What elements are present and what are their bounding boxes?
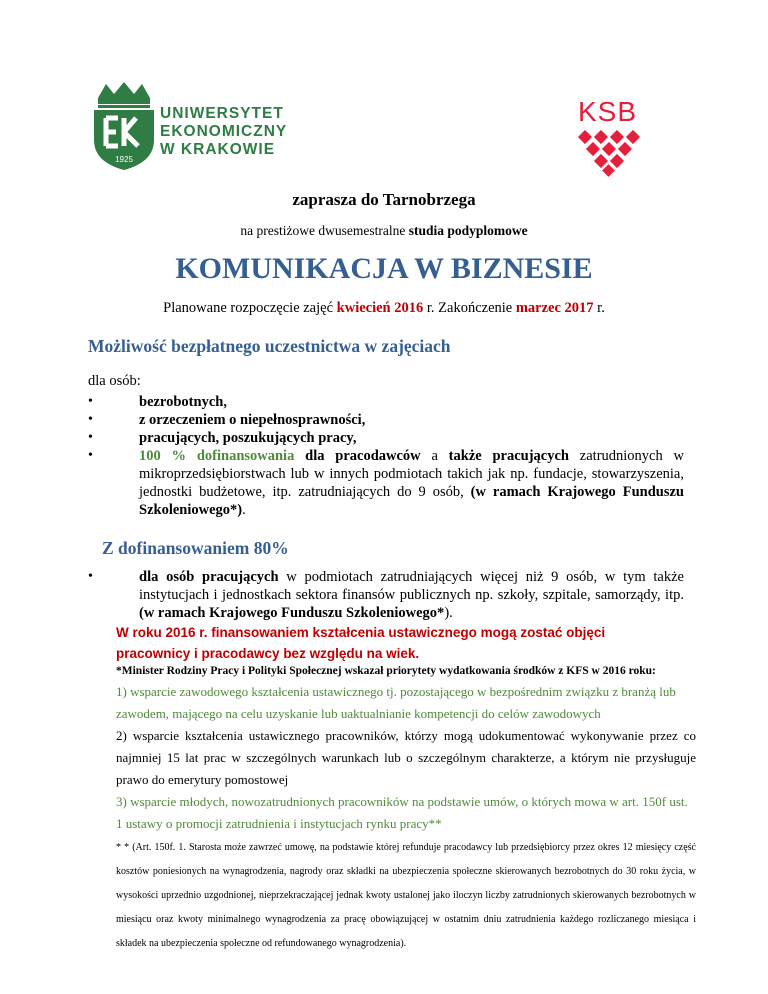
kfs-priority-2: 2) wsparcie kształcenia ustawicznego pracowników, którzy mogą udokumentować wykonywanie przez co najmniej 15 lat prac w szczególnych warunkach lub o szczególnym charakterze, a którym nie przysługuje prawo do emerytury pomostowej [116,728,696,787]
plan-p2: r. Zakończenie [423,300,516,316]
subtitle-prefix: na prestiżowe dwusemestralne [240,223,409,238]
section2-heading: Z dofinansowaniem 80% [102,538,289,558]
end-date: marzec 2017 [515,300,594,316]
ue-crest-icon [88,82,160,172]
list-item: • dla osób pracujących w podmiotach zatrudniających więcej niż 9 osób, w tym także instytucjach i jednostkach sektora finansów publicznych np. szkoły, szpitale, samorządy, itp. (w ramach Krajowego Funduszu Szkoleniowego*). [88,568,684,622]
section1-heading: Możliwość bezpłatnego uczestnictwa w zajęciach [88,336,451,356]
list-item: • z orzeczeniem o niepełnosprawności, [88,411,684,429]
funding-notice: W roku 2016 r. finansowaniem kształcenia ustawicznego mogą zostać objęci pracownicy i pracodawcy bez względu na wiek. [116,625,606,661]
footnote: * * (Art. 150f. 1. Starosta może zawrzeć umowę, na podstawie której refunduje pracodawcy lub przedsiębiorcy przez okres 12 miesięcy część kosztów poniesionych na wynagrodzenia, nagrody oraz składki na ubezpieczenia społeczne skierowanych bezrobotnych do 30 roku życia, w wysokości uprzednio uzgodnionej, nieprzekraczającej jednak kwoty ustalonej jako iloczyn liczby zatrudnionych skierowanych bezrobotnych w miesiącu oraz kwoty minimalnego wynagrodzenia za pracę obowiązującej w ostatnim dniu zatrudnienia każdego rozliczanego miesiąca i składek na ubezpieczenia społeczne od refundowanego wynagrodzenia). [116,842,696,949]
kfs-priority-3: 3) wsparcie młodych, nowozatrudnionych pracowników na podstawie umów, o których mowa w art. 150f ust. 1 ustawy o promocji zatrudnienia i instytucjach rynku pracy** [116,794,688,831]
page-title: KOMUNIKACJA W BIZNESIE [175,252,593,285]
section1-intro: dla osób: [88,373,141,389]
schedule-line [0,300,768,317]
plan-p1: Planowane rozpoczęcie zajęć [163,300,337,316]
ksb-logo [574,96,670,176]
list-item: • bezrobotnych, [88,393,684,411]
section1-list [88,393,684,519]
plan-p3: r. [593,300,605,316]
invite-line: zaprasza do Tarnobrzega [292,190,476,209]
svg-text:1925: 1925 [115,155,133,164]
ue-line2: EKONOMICZNY [160,123,288,140]
list-item: • pracujących, poszukujących pracy, [88,429,684,447]
kfs-heading: *Minister Rodziny Pracy i Polityki Społecznej wskazał priorytety wydatkowania środków z KFS w 2016 roku: [116,665,656,677]
ksb-diamond-pattern-icon [574,130,670,178]
ue-logo-text [160,105,287,159]
subtitle-bold: studia podyplomowe [408,223,528,238]
kfs-priority-1: 1) wsparcie zawodowego kształcenia ustawicznego tj. pozostającego w bezpośrednim związku z branżą lub zawodem, mającego na celu uzyskanie lub uaktualnianie kompetencji do celów zawodowych [116,684,676,721]
subtitle [0,223,768,239]
ksb-logo-text: KSB [578,96,638,127]
list-item: • 100 % dofinansowania dla pracodawców a także pracujących zatrudnionych w mikroprzedsiębiorstwach lub w innych podmiotach takich jak np. fundacje, stowarzyszenia, jednostki budżetowe, itp. zatrudniających do 9 osób, (w ramach Krajowego Funduszu Szkoleniowego*). [88,447,684,519]
start-date: kwiecień 2016 [336,300,424,316]
ue-line3: W KRAKOWIE [160,141,276,158]
ue-line1: UNIWERSYTET [160,105,284,122]
section2-list [88,568,684,622]
